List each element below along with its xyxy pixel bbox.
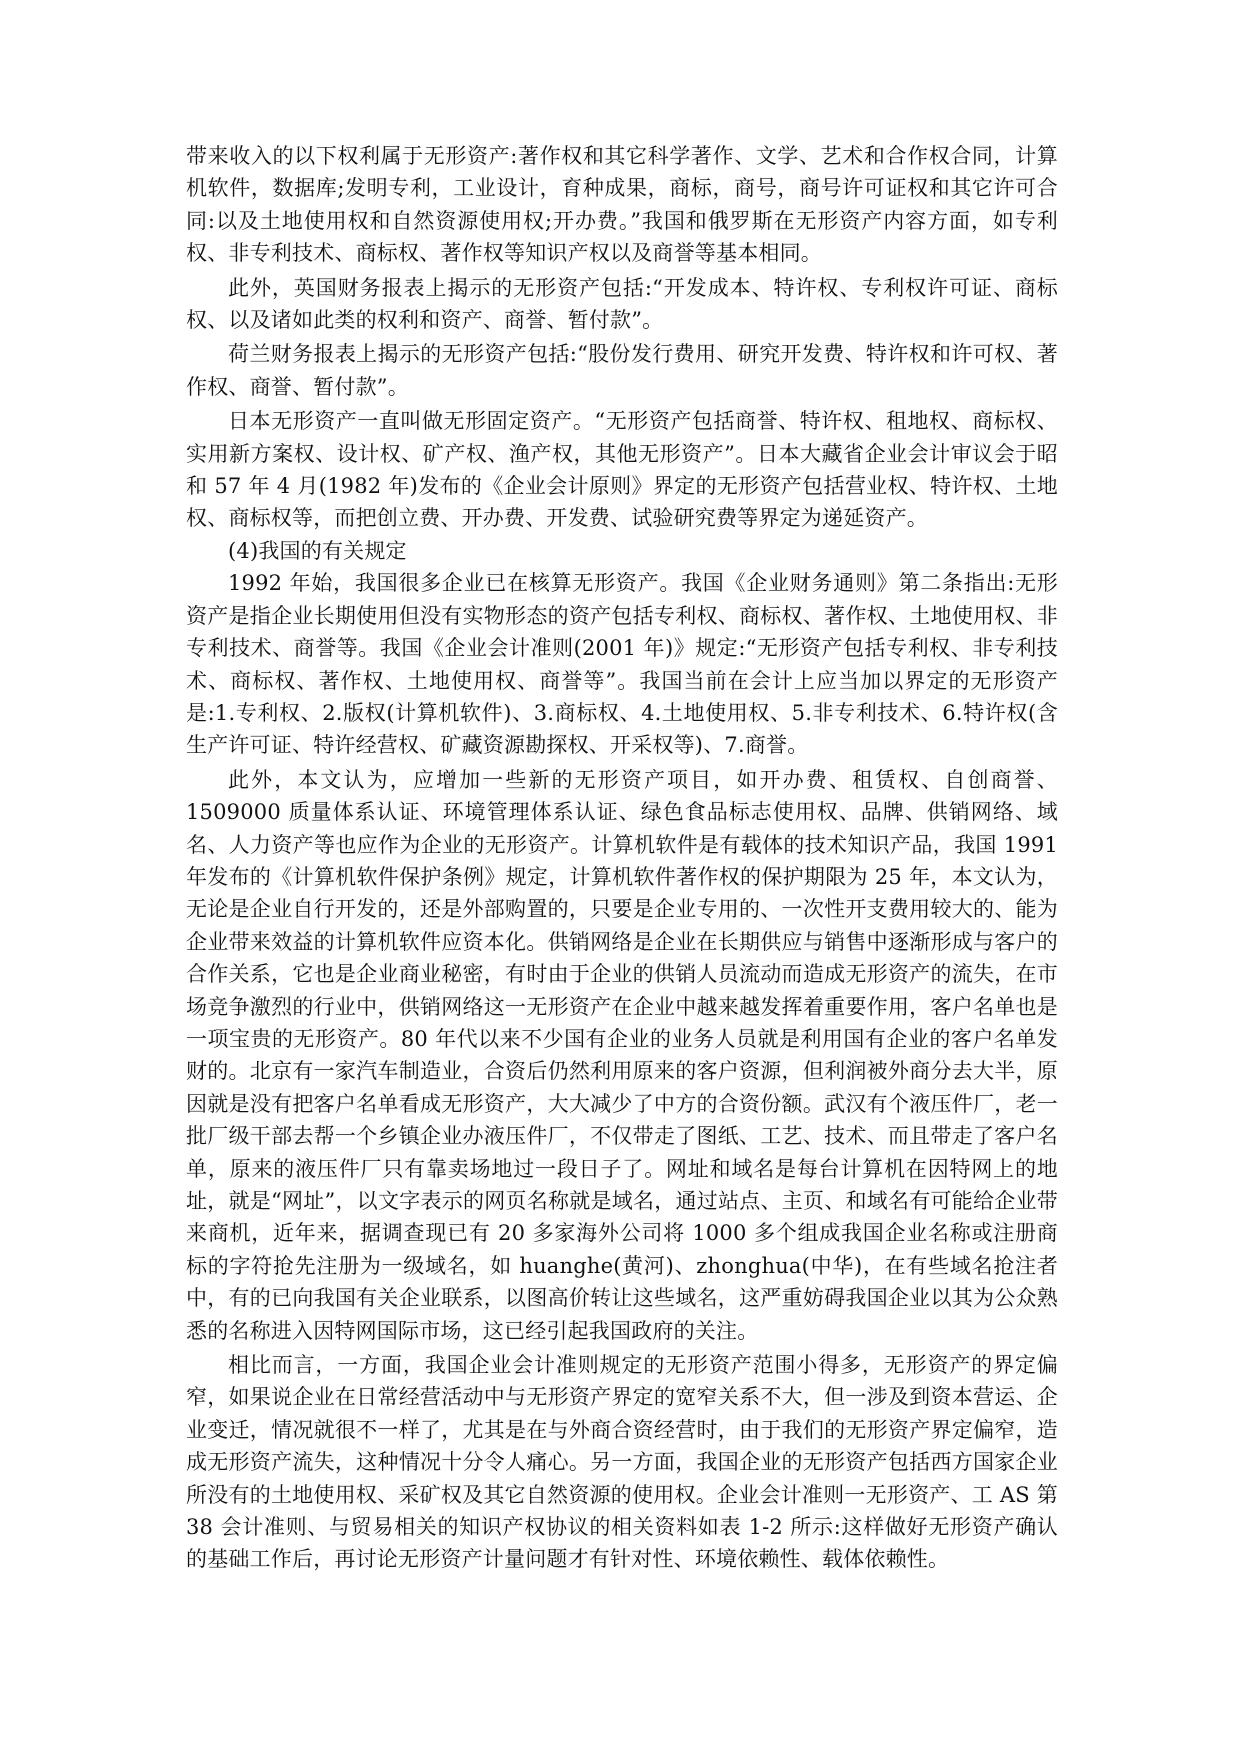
section-heading-china-rules: (4)我国的有关规定 <box>228 538 407 563</box>
document-body <box>186 140 1058 1576</box>
paragraph-comparison: 相比而言，一方面，我国企业会计准则规定的无形资产范围小得多，无形资产的界定偏窄，如果说企业在日常经营活动中与无形资产界定的宽窄关系不大，但一涉及到资本营运、企业变迁，情况就很不一样了，尤其是在与外商合资经营时，由于我们的无形资产界定偏窄，造成无形资产流失，这种情况十分令人痛心。另一方面，我国企业的无形资产包括西方国家企业所没有的土地使用权、采矿权及其它自然资源的使用权。企业会计准则一无形资产、工 AS 第 38 会计准则、与贸易相关的知识产权协议的相关资料如表 1-2 所示:这样做好无形资产确认的基础工作后，再讨论无形资产计量问题才有针对性、环境依赖性、载体依赖性。 <box>186 1353 1058 1572</box>
paragraph-netherlands-intangibles: 荷兰财务报表上揭示的无形资产包括:“股份发行费用、研究开发费、特许权和许可权、著作权、商誉、暂付款”。 <box>186 342 1058 399</box>
paragraph-new-intangible-items: 此外，本文认为，应增加一些新的无形资产项目，如开办费、租赁权、自创商誉、1509000 质量体系认证、环境管理体系认证、绿色食品标志使用权、品牌、供销网络、域名、人力资产等也应作为企业的无形资产。计算机软件是有载体的技术知识产品，我国 1991 年发布的《计算机软件保护条例》规定，计算机软件著作权的保护期限为 25 年，本文认为，无论是企业自行开发的，还是外部购置的，只要是企业专用的、一次性开支费用较大的、能为企业带来效益的计算机软件应资本化。供销网络是企业在长期供应与销售中逐渐形成与客户的合作关系，它也是企业商业秘密，有时由于企业的供销人员流动而造成无形资产的流失，在市场竞争激烈的行业中，供销网络这一无形资产在企业中越来越发挥着重要作用，客户名单也是一项宝贵的无形资产。80 年代以来不少国有企业的业务人员就是利用国有企业的客户名单发财的。北京有一家汽车制造业，合资后仍然利用原来的客户资源，但利润被外商分去大半，原因就是没有把客户名单看成无形资产，大大减少了中方的合资份额。武汉有个液压件厂，老一批厂级干部去帮一个乡镇企业办液压件厂，不仅带走了图纸、工艺、技术、而且带走了客户名单，原来的液压件厂只有靠卖场地过一段日子了。网址和域名是每台计算机在因特网上的地址，就是“网址”，以文字表示的网页名称就是域名，通过站点、主页、和域名有可能给企业带来商机，近年来，据调查现已有 20 多家海外公司将 1000 多个组成我国企业名称或注册商标的字符抢先注册为一级域名，如 huanghe(黄河)、zhonghua(中华)，在有些域名抢注者中，有的已向我国有关企业联系，以图高价转让这些域名，这严重妨碍我国企业以其为公众熟悉的名称进入因特网国际市场，这已经引起我国政府的关注。 <box>186 767 1058 1343</box>
paragraph-china-rules: 1992 年始，我国很多企业已在核算无形资产。我国《企业财务通则》第二条指出:无形资产是指企业长期使用但没有实物形态的资产包括专利权、商标权、著作权、土地使用权、非专利技术、商誉等。我国《企业会计准则(2001 年)》规定:“无形资产包括专利权、非专利技术、商标权、著作权、土地使用权、商誉等”。我国当前在会计上应当加以界定的无形资产是:1.专利权、2.版权(计算机软件)、3.商标权、4.土地使用权、5.非专利技术、6.特许权(含生产许可证、特许经营权、矿藏资源勘探权、开采权等)、7.商誉。 <box>186 571 1058 758</box>
paragraph-russia-intangibles: 带来收入的以下权利属于无形资产:著作权和其它科学著作、文学、艺术和合作权合同，计算机软件，数据库;发明专利，工业设计，育种成果，商标，商号，商号许可证权和其它许可合同:以及土地使用权和自然资源使用权;开办费。”我国和俄罗斯在无形资产内容方面，如专利权、非专利技术、商标权、著作权等知识产权以及商誉等基本相同。 <box>186 144 1058 266</box>
paragraph-japan-intangibles: 日本无形资产一直叫做无形固定资产。“无形资产包括商誉、特许权、租地权、商标权、实用新方案权、设计权、矿产权、渔产权，其他无形资产”。日本大藏省企业会计审议会于昭和 57 年 4 月(1982 年)发布的《企业会计原则》界定的无形资产包括营业权、特许权、土地权、商标权等，而把创立费、开办费、开发费、试验研究费等界定为递延资产。 <box>186 409 1058 531</box>
paragraph-uk-intangibles: 此外，英国财务报表上揭示的无形资产包括:“开发成本、特许权、专利权许可证、商标权、以及诸如此类的权利和资产、商誉、暂付款”。 <box>186 275 1058 333</box>
